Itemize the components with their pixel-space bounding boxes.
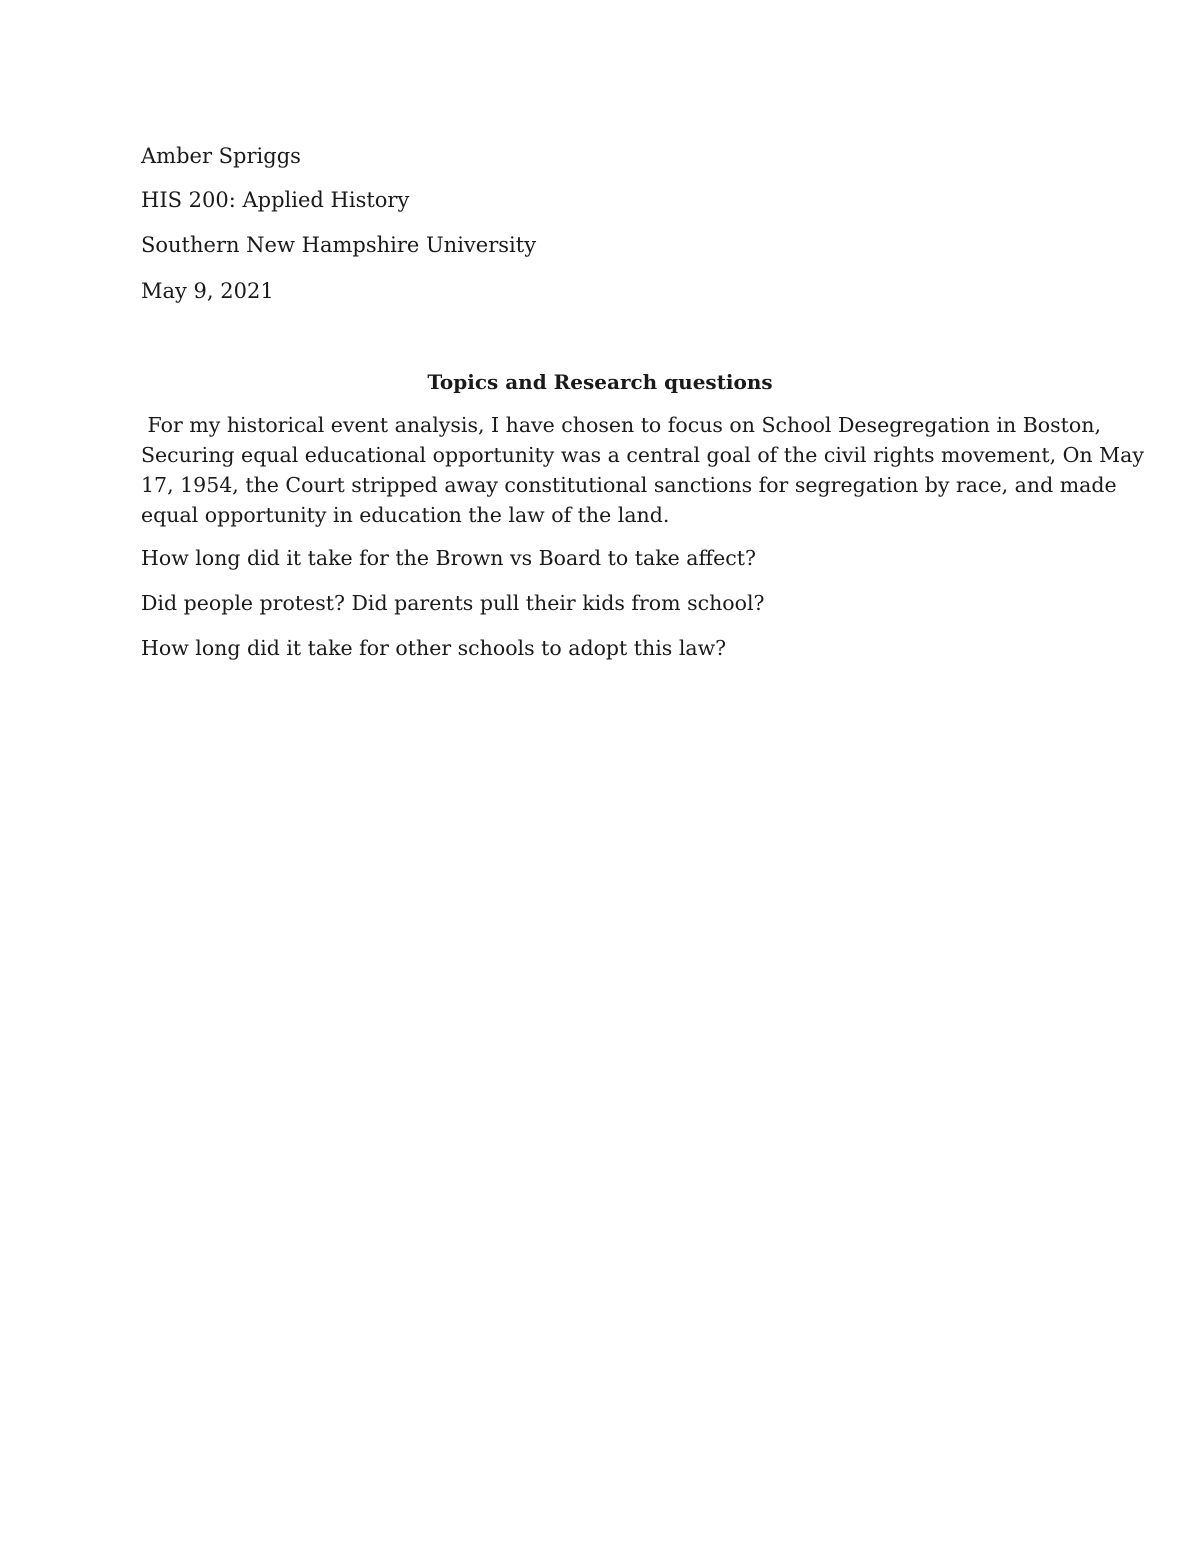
research-question: Did people protest? Did parents pull their kids from school?	[141, 591, 765, 615]
paragraph-line: equal opportunity in education the law of the land.	[141, 503, 670, 527]
institution-name: Southern New Hampshire University	[141, 233, 537, 257]
paragraph-line: 17, 1954, the Court stripped away constitutional sanctions for segregation by race, and made	[141, 473, 1117, 497]
document-date: May 9, 2021	[141, 279, 274, 303]
course-name: HIS 200: Applied History	[141, 188, 410, 212]
author-name: Amber Spriggs	[141, 144, 301, 168]
intro-paragraph	[141, 410, 1144, 530]
research-question: How long did it take for the Brown vs Board to take affect?	[141, 546, 756, 570]
research-question: How long did it take for other schools to adopt this law?	[141, 636, 727, 660]
paragraph-line: Securing equal educational opportunity was a central goal of the civil rights movement, On May	[141, 443, 1144, 467]
paragraph-line: For my historical event analysis, I have chosen to focus on School Desegregation in Boston,	[141, 413, 1101, 437]
document-title: Topics and Research questions	[427, 370, 773, 394]
